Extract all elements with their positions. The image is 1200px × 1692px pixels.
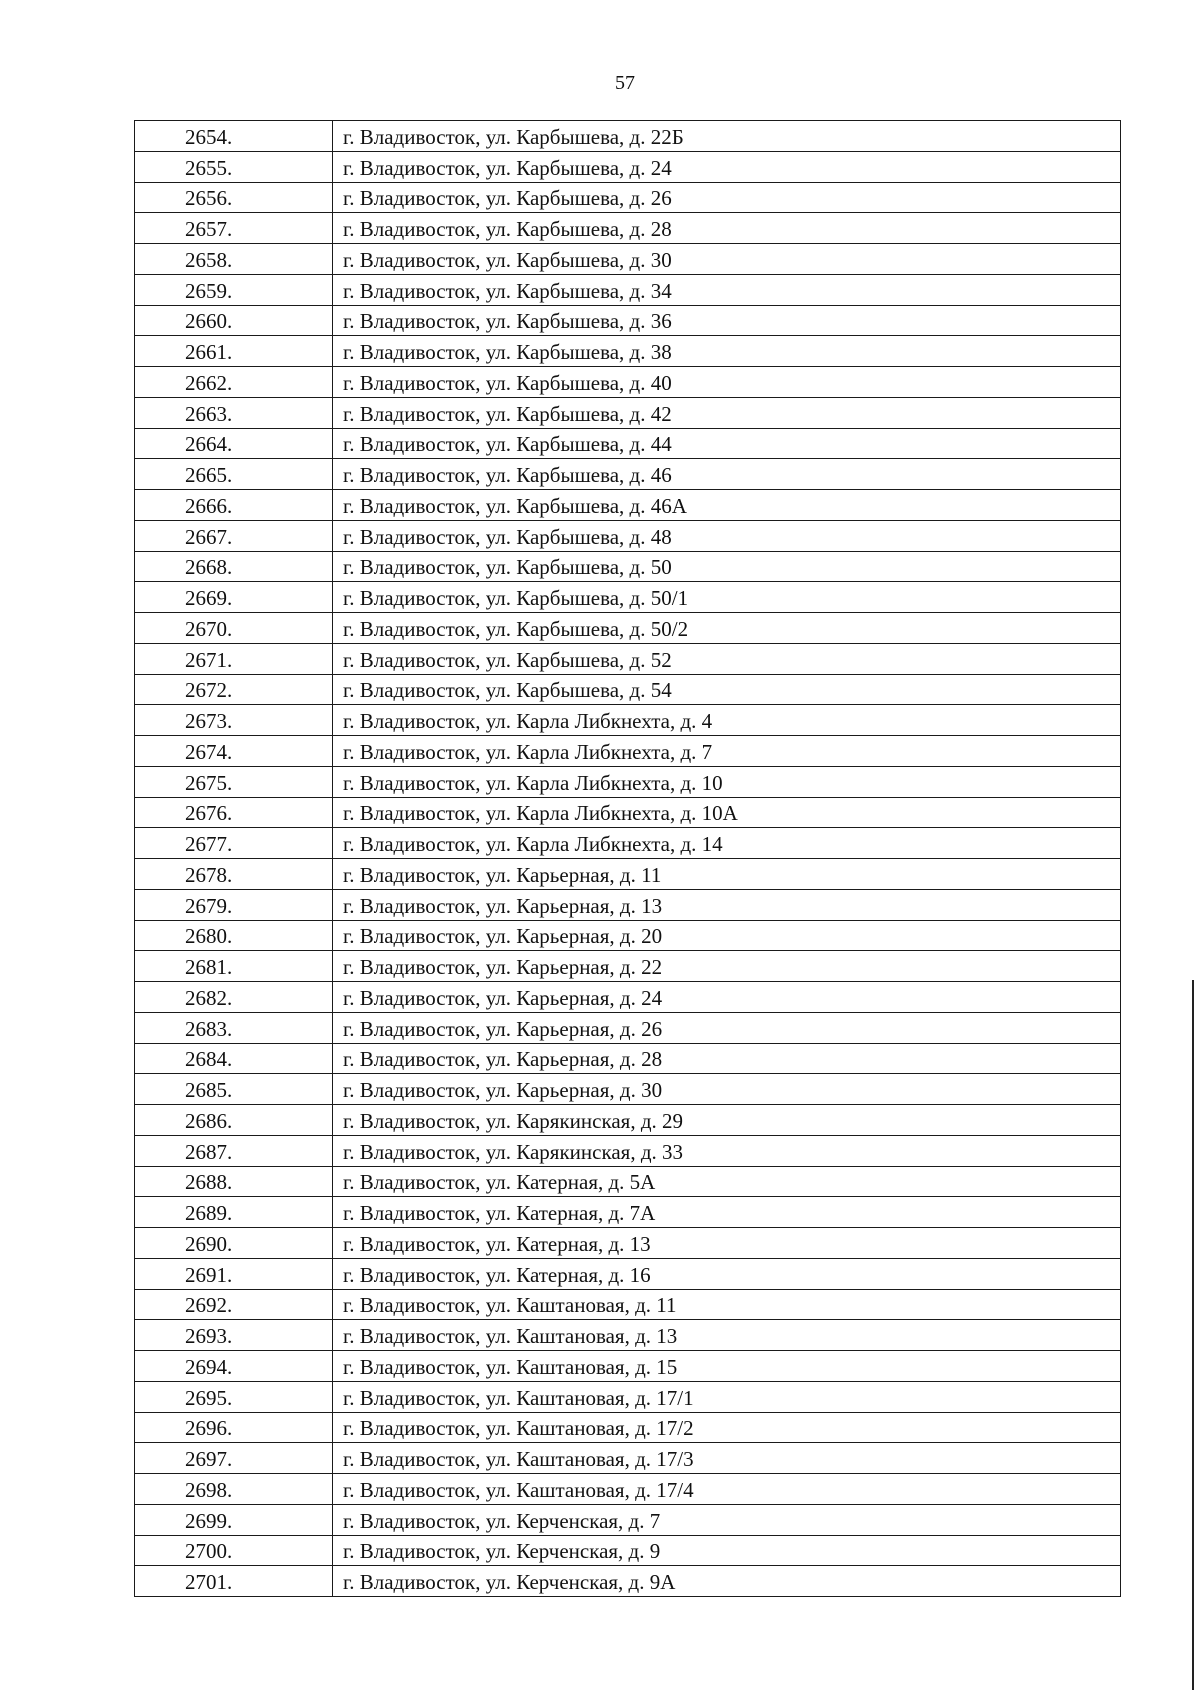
address-cell: г. Владивосток, ул. Каштановая, д. 13 — [333, 1320, 1121, 1351]
table-row — [135, 705, 1121, 736]
table-row — [135, 1381, 1121, 1412]
address-table — [134, 120, 1121, 1597]
address-cell: г. Владивосток, ул. Карла Либкнехта, д. 10 — [333, 766, 1121, 797]
table-row — [135, 1074, 1121, 1105]
table-row — [135, 1228, 1121, 1259]
row-number-cell: 2682. — [135, 982, 333, 1013]
row-number-cell: 2674. — [135, 736, 333, 767]
row-number-cell: 2672. — [135, 674, 333, 705]
address-cell: г. Владивосток, ул. Карякинская, д. 29 — [333, 1105, 1121, 1136]
row-number-cell: 2694. — [135, 1351, 333, 1382]
table-row — [135, 1258, 1121, 1289]
address-cell: г. Владивосток, ул. Карьерная, д. 22 — [333, 951, 1121, 982]
row-number-cell: 2687. — [135, 1135, 333, 1166]
address-cell: г. Владивосток, ул. Карбышева, д. 24 — [333, 151, 1121, 182]
row-number-cell: 2685. — [135, 1074, 333, 1105]
row-number-cell: 2658. — [135, 244, 333, 275]
table-row — [135, 336, 1121, 367]
table-row — [135, 613, 1121, 644]
row-number-cell: 2660. — [135, 305, 333, 336]
address-cell: г. Владивосток, ул. Карбышева, д. 22Б — [333, 121, 1121, 152]
address-cell: г. Владивосток, ул. Карбышева, д. 50/1 — [333, 582, 1121, 613]
row-number-cell: 2662. — [135, 367, 333, 398]
row-number-cell: 2670. — [135, 613, 333, 644]
row-number-cell: 2696. — [135, 1412, 333, 1443]
address-cell: г. Владивосток, ул. Карьерная, д. 11 — [333, 859, 1121, 890]
address-cell: г. Владивосток, ул. Карбышева, д. 30 — [333, 244, 1121, 275]
row-number-cell: 2677. — [135, 828, 333, 859]
address-cell: г. Владивосток, ул. Карьерная, д. 28 — [333, 1043, 1121, 1074]
table-row — [135, 1412, 1121, 1443]
row-number-cell: 2681. — [135, 951, 333, 982]
table-row — [135, 1474, 1121, 1505]
row-number-cell: 2664. — [135, 428, 333, 459]
address-cell: г. Владивосток, ул. Карбышева, д. 50/2 — [333, 613, 1121, 644]
table-row — [135, 151, 1121, 182]
page-number: 57 — [615, 72, 635, 94]
table-row — [135, 459, 1121, 490]
address-cell: г. Владивосток, ул. Карбышева, д. 26 — [333, 182, 1121, 213]
row-number-cell: 2691. — [135, 1258, 333, 1289]
table-row — [135, 1320, 1121, 1351]
address-cell: г. Владивосток, ул. Катерная, д. 7А — [333, 1197, 1121, 1228]
address-cell: г. Владивосток, ул. Каштановая, д. 17/2 — [333, 1412, 1121, 1443]
table-row — [135, 1443, 1121, 1474]
table-row — [135, 274, 1121, 305]
address-cell: г. Владивосток, ул. Карбышева, д. 36 — [333, 305, 1121, 336]
address-cell: г. Владивосток, ул. Катерная, д. 16 — [333, 1258, 1121, 1289]
address-cell: г. Владивосток, ул. Карбышева, д. 48 — [333, 520, 1121, 551]
table-row — [135, 305, 1121, 336]
table-row — [135, 828, 1121, 859]
row-number-cell: 2701. — [135, 1566, 333, 1597]
address-cell: г. Владивосток, ул. Карьерная, д. 20 — [333, 920, 1121, 951]
address-cell: г. Владивосток, ул. Карла Либкнехта, д. 7 — [333, 736, 1121, 767]
address-cell: г. Владивосток, ул. Карякинская, д. 33 — [333, 1135, 1121, 1166]
address-cell: г. Владивосток, ул. Карбышева, д. 46 — [333, 459, 1121, 490]
row-number-cell: 2654. — [135, 121, 333, 152]
address-cell: г. Владивосток, ул. Карьерная, д. 26 — [333, 1012, 1121, 1043]
address-cell: г. Владивосток, ул. Карбышева, д. 40 — [333, 367, 1121, 398]
address-cell: г. Владивосток, ул. Карбышева, д. 38 — [333, 336, 1121, 367]
table-row — [135, 490, 1121, 521]
row-number-cell: 2656. — [135, 182, 333, 213]
address-cell: г. Владивосток, ул. Карьерная, д. 30 — [333, 1074, 1121, 1105]
address-cell: г. Владивосток, ул. Карбышева, д. 34 — [333, 274, 1121, 305]
table-row — [135, 1135, 1121, 1166]
address-cell: г. Владивосток, ул. Карбышева, д. 28 — [333, 213, 1121, 244]
table-row — [135, 1351, 1121, 1382]
table-row — [135, 121, 1121, 152]
row-number-cell: 2676. — [135, 797, 333, 828]
table-row — [135, 1043, 1121, 1074]
table-row — [135, 797, 1121, 828]
address-cell: г. Владивосток, ул. Карьерная, д. 13 — [333, 889, 1121, 920]
table-row — [135, 674, 1121, 705]
row-number-cell: 2692. — [135, 1289, 333, 1320]
address-cell: г. Владивосток, ул. Карбышева, д. 50 — [333, 551, 1121, 582]
table-row — [135, 367, 1121, 398]
table-row — [135, 213, 1121, 244]
row-number-cell: 2690. — [135, 1228, 333, 1259]
table-row — [135, 643, 1121, 674]
address-table-body — [135, 121, 1121, 1597]
row-number-cell: 2686. — [135, 1105, 333, 1136]
address-cell: г. Владивосток, ул. Каштановая, д. 15 — [333, 1351, 1121, 1382]
address-cell: г. Владивосток, ул. Каштановая, д. 11 — [333, 1289, 1121, 1320]
table-row — [135, 1289, 1121, 1320]
scan-edge-line — [1192, 980, 1194, 1690]
table-row — [135, 244, 1121, 275]
address-cell: г. Владивосток, ул. Карла Либкнехта, д. 4 — [333, 705, 1121, 736]
row-number-cell: 2659. — [135, 274, 333, 305]
table-row — [135, 428, 1121, 459]
row-number-cell: 2663. — [135, 397, 333, 428]
table-row — [135, 520, 1121, 551]
address-cell: г. Владивосток, ул. Керченская, д. 9А — [333, 1566, 1121, 1597]
row-number-cell: 2679. — [135, 889, 333, 920]
address-cell: г. Владивосток, ул. Карла Либкнехта, д. 10А — [333, 797, 1121, 828]
table-row — [135, 859, 1121, 890]
row-number-cell: 2698. — [135, 1474, 333, 1505]
table-row — [135, 182, 1121, 213]
row-number-cell: 2678. — [135, 859, 333, 890]
address-cell: г. Владивосток, ул. Карла Либкнехта, д. 14 — [333, 828, 1121, 859]
table-row — [135, 1012, 1121, 1043]
table-row — [135, 551, 1121, 582]
table-row — [135, 582, 1121, 613]
row-number-cell: 2684. — [135, 1043, 333, 1074]
row-number-cell: 2669. — [135, 582, 333, 613]
row-number-cell: 2695. — [135, 1381, 333, 1412]
table-row — [135, 766, 1121, 797]
row-number-cell: 2688. — [135, 1166, 333, 1197]
row-number-cell: 2699. — [135, 1504, 333, 1535]
row-number-cell: 2655. — [135, 151, 333, 182]
row-number-cell: 2697. — [135, 1443, 333, 1474]
address-cell: г. Владивосток, ул. Карбышева, д. 42 — [333, 397, 1121, 428]
table-row — [135, 1197, 1121, 1228]
row-number-cell: 2689. — [135, 1197, 333, 1228]
table-row — [135, 889, 1121, 920]
row-number-cell: 2680. — [135, 920, 333, 951]
table-row — [135, 1566, 1121, 1597]
table-row — [135, 1166, 1121, 1197]
table-row — [135, 982, 1121, 1013]
table-row — [135, 920, 1121, 951]
row-number-cell: 2665. — [135, 459, 333, 490]
row-number-cell: 2668. — [135, 551, 333, 582]
row-number-cell: 2683. — [135, 1012, 333, 1043]
address-cell: г. Владивосток, ул. Каштановая, д. 17/4 — [333, 1474, 1121, 1505]
table-row — [135, 951, 1121, 982]
address-cell: г. Владивосток, ул. Карбышева, д. 52 — [333, 643, 1121, 674]
address-cell: г. Владивосток, ул. Карбышева, д. 46А — [333, 490, 1121, 521]
address-cell: г. Владивосток, ул. Карбышева, д. 54 — [333, 674, 1121, 705]
row-number-cell: 2693. — [135, 1320, 333, 1351]
address-cell: г. Владивосток, ул. Керченская, д. 9 — [333, 1535, 1121, 1566]
address-cell: г. Владивосток, ул. Керченская, д. 7 — [333, 1504, 1121, 1535]
row-number-cell: 2657. — [135, 213, 333, 244]
address-cell: г. Владивосток, ул. Катерная, д. 5А — [333, 1166, 1121, 1197]
row-number-cell: 2666. — [135, 490, 333, 521]
row-number-cell: 2675. — [135, 766, 333, 797]
address-cell: г. Владивосток, ул. Карьерная, д. 24 — [333, 982, 1121, 1013]
address-cell: г. Владивосток, ул. Карбышева, д. 44 — [333, 428, 1121, 459]
table-row — [135, 397, 1121, 428]
table-row — [135, 1105, 1121, 1136]
row-number-cell: 2661. — [135, 336, 333, 367]
address-cell: г. Владивосток, ул. Каштановая, д. 17/3 — [333, 1443, 1121, 1474]
row-number-cell: 2700. — [135, 1535, 333, 1566]
address-cell: г. Владивосток, ул. Катерная, д. 13 — [333, 1228, 1121, 1259]
address-cell: г. Владивосток, ул. Каштановая, д. 17/1 — [333, 1381, 1121, 1412]
row-number-cell: 2671. — [135, 643, 333, 674]
row-number-cell: 2667. — [135, 520, 333, 551]
row-number-cell: 2673. — [135, 705, 333, 736]
table-row — [135, 736, 1121, 767]
table-row — [135, 1535, 1121, 1566]
table-row — [135, 1504, 1121, 1535]
